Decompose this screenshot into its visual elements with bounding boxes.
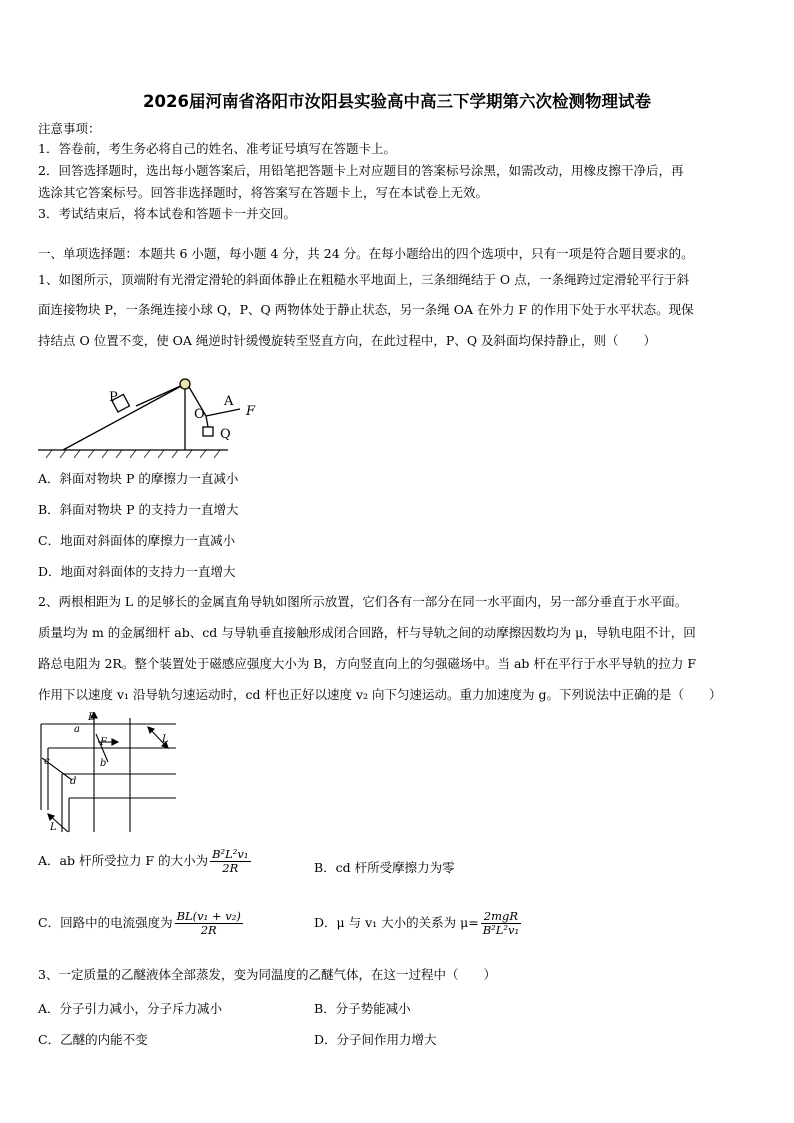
option-text: A．ab 杆所受拉力 F 的大小为 [38,853,209,868]
question-1-option: D．地面对斜面体的支持力一直增大 [38,564,236,579]
label-a: a [74,724,80,735]
section-heading: 一、单项选择题：本题共 6 小题，每小题 4 分，共 24 分。在每小题给出的四个选项中，只有一项是符合题目要求的。 [38,246,694,261]
question-3-option: B．分子势能减小 [314,1001,411,1016]
question-1-stem: 面连接物块 P，一条绳连接小球 Q，P、Q 两物体处于静止状态，另一条绳 OA 在外力 F 的作用下处于水平状态。现保 [38,302,694,317]
question-1-option: A．斜面对物块 P 的摩擦力一直减小 [38,471,239,486]
question-1-stem: 持结点 O 位置不变，使 OA 绳逆时针缓慢旋转至竖直方向，在此过程中，P、Q 及斜面均保持静止，则（ ） [38,333,657,348]
denominator: 2R [222,861,239,875]
label-c: c [44,756,50,767]
denominator: B²L²v₁ [482,923,520,937]
label-A: A [224,394,234,409]
incline-pulley-figure [38,368,278,458]
question-3-option: C．乙醚的内能不变 [38,1032,148,1047]
label-F: F [246,404,256,419]
fraction [210,848,250,875]
label-b: b [100,758,107,769]
option-text: D．μ 与 v₁ 大小的关系为 μ= [314,915,479,930]
numerator: B²L²v₁ [212,847,249,861]
denominator: 2R [200,923,217,937]
label-F: F [100,737,107,748]
question-3-option: D．分子间作用力增大 [314,1032,437,1047]
question-1-stem: 1、如图所示，顶端附有光滑定滑轮的斜面体静止在粗糙水平地面上，三条细绳结于 O 点，一条绳跨过定滑轮平行于斜 [38,272,690,287]
question-2-option-b: B．cd 杆所受摩擦力为零 [314,860,455,875]
rail-figure [36,712,186,834]
question-3-option: A．分子引力减小，分子斥力减小 [38,1001,223,1016]
fraction [481,910,521,937]
question-3-stem: 3、一定质量的乙醚液体全部蒸发，变为同温度的乙醚气体，在这一过程中（ ） [38,967,496,982]
label-Q: Q [220,427,231,442]
notice-item: 选涂其它答案标号。回答非选择题时，将答案写在答题卡上，写在本试卷上无效。 [38,185,489,200]
question-2-stem: 路总电阻为 2R。整个装置处于磁感应强度大小为 B，方向竖直向上的匀强磁场中。当 ab 杆在平行于水平导轨的拉力 F [38,656,697,671]
page-title: 2026届河南省洛阳市汝阳县实验高中高三下学期第六次检测物理试卷 [143,92,651,111]
question-2-option-d [314,910,523,937]
label-d: d [70,776,77,787]
label-L: L [50,822,57,833]
fraction [175,910,243,937]
notice-heading: 注意事项： [38,121,101,136]
question-2-stem: 作用下以速度 v₁ 沿导轨匀速运动时，cd 杆也正好以速度 v₂ 向下匀速运动。重力加速度为 g。下列说法中正确的是（ ） [38,687,722,702]
question-1-option: C．地面对斜面体的摩擦力一直减小 [38,533,236,548]
question-2-stem: 质量均为 m 的金属细杆 ab、cd 与导轨垂直接触形成闭合回路，杆与导轨之间的动摩擦因数均为 μ，导轨电阻不计，回 [38,625,696,640]
label-L: L [162,734,169,745]
numerator: 2mgR [481,910,521,924]
notice-item: 1．答卷前，考生务必将自己的姓名、准考证号填写在答题卡上。 [38,141,396,156]
question-1-option: B．斜面对物块 P 的支持力一直增大 [38,502,239,517]
question-2-option-a [38,848,253,875]
numerator: BL(v₁ + v₂) [176,909,241,923]
option-text: C．回路中的电流强度为 [38,915,173,930]
question-2-option-c [38,910,245,937]
question-2-stem: 2、两根相距为 L 的足够长的金属直角导轨如图所示放置，它们各有一部分在同一水平面内，另一部分垂直于水平面。 [38,594,688,609]
notice-item: 3．考试结束后，将本试卷和答题卡一并交回。 [38,206,296,221]
label-O: O [194,407,205,422]
label-P: P [109,390,118,405]
label-B: B [88,712,96,723]
notice-item: 2．回答选择题时，选出每小题答案后，用铅笔把答题卡上对应题目的答案标号涂黑，如需改动，用橡皮擦干净后，再 [38,163,684,178]
